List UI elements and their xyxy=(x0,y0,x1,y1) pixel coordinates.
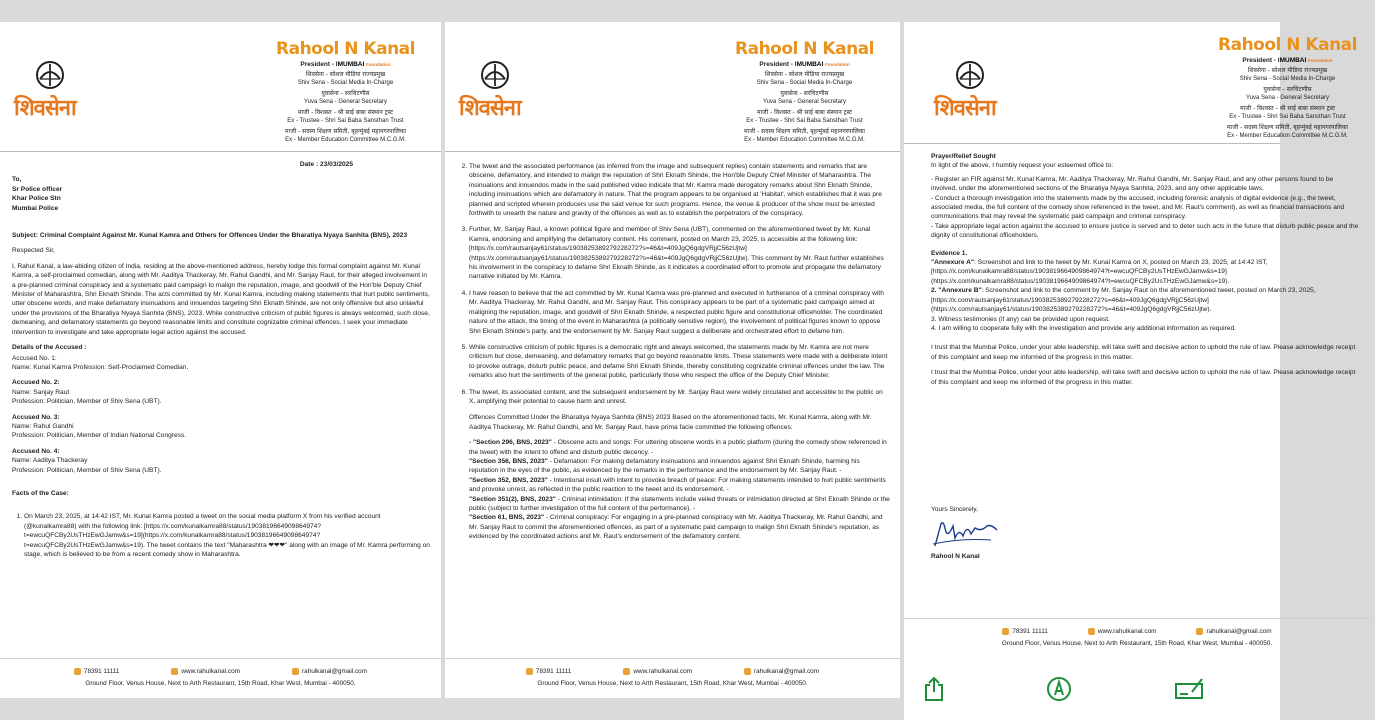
prayer-item: - Register an FIR against Mr. Kunal Kamra, Mr. Aaditya Thackeray, Mr. Rahul Gandhi, Mr. Sanjay Raut, and any other persons found to be involved, under the aforementioned sections of the Bharatiya Nyaya Sanhita, 2023, and any other applicable laws. xyxy=(931,175,1334,193)
letter-page-1 xyxy=(0,22,441,698)
evidence-item: 4. I am willing to cooperate fully with the investigation and provide any additional information as required. xyxy=(931,324,1236,332)
signatory-name: Rahool N Kanal xyxy=(931,553,980,561)
letter-footer: 78391 11111 www.rahulkanal.com rahulkanal@gmail.com Ground Floor, Venus House, Next to Arth Restaurant, 15th Road, Khar West, Mumbai - 400050. xyxy=(445,658,900,698)
brand-block: Rahool N Kanal President - IMUMBAI Foundation शिवसेना - सोशल मीडिया राज्यप्रमुख Shiv Sena - Social Media In-Charge युवासेना - सरचिटणीस Yuva Sena - General Secretary माजी - विश्वस्त - श्री साई बाबा संस्थान ट्रस्ट Ex - Trustee - Shri Sai Baba Sansthan Trust माजी - सदस्य शिक्षण समिती, बृहन्मुंबई महानगरपालिका Ex - Member Education Committee M.C.G.M. xyxy=(717,38,892,146)
letter-body xyxy=(457,162,890,542)
phone-icon xyxy=(74,668,81,675)
evidence-item: "Annexure A": Screenshot and link to the tweet by Mr. Kunal Kamra on X, posted on March 23, 2025, at 14:42 IST, [https://x.com/kunalkamra88/status/1903819664909864974?t=ewcuQFCBy2UsTHzEwGJamw&s=19](https://x.com/kunalkamra88/status/1903819664909864974?t=ewcuQFCBy2UsTHzEwGJamw&s=19). xyxy=(931,259,1268,285)
share-icon[interactable] xyxy=(922,676,946,702)
bow-arrow-icon xyxy=(479,60,511,90)
signature xyxy=(931,518,1001,550)
intro-paragraph: I, Rahul Kanal, a law-abiding citizen of India, residing at the above-mentioned address, hereby lodge this formal complaint against Mr. Kunal Kamra, a self-proclaimed comedian, along with Mr. Aaditya Thackeray, Mr. Rahul Gandhi, and Mr. Sanjay Raut, for their alleged involvement in a pre-planned criminal conspiracy and a systematic paid campaign to malign the reputation, image, and goodwill of the Hon'ble Deputy Chief Minister of Maharashtra, Shri Eknath Shinde. The acts committed by Mr. Kunal Kamra, including making statements that hurt public sentiments, utter obscene words, and make defamatory insinuations and innuendos targeting Shri Eknath Shinde, are not only offensive but also unlawful under the provisions of the Bharatiya Nyaya Sanhita (BNS), 2023. While constructive criticism of public figures is always welcomed, such close, demeaning, and defamatory statements go beyond reasonable limits and constitute cognizable criminal offences. I seek your immediate intervention to investigate and take appropriate legal action against the accused. xyxy=(12,262,430,336)
fact-item: 2. The tweet and the associated performance (as inferred from the image and subsequent replies) contain statements and remarks that are obscene, defamatory, and intended to malign the reputation of Shri Eknath Shinde, the Hon'ble Deputy Chief Minister of Maharashtra. The insinuations and innuendos made in the said published video indicate that Mr. Kamra made derogatory remarks about Shri Eknath Shinde, including insinuations which are defamatory in nature. That the program appears to be organised at 'Habitat', which establishes that it was pre planned and scripted wherein producers use the said venue for such programs. Hence, the venue & producer of the show must be arrested forthwith to unearth the nature and gravity of the offences as well as to establish the perpetrators of the conspiracy. xyxy=(469,162,890,218)
globe-icon xyxy=(623,668,630,675)
letter-body: Prayer/Relief Sought In light of the above, I humbly request your esteemed office to: - Register an FIR against Mr. Kunal Kamra, Mr. Aaditya Thackeray, Mr. Rahul Gandhi, Mr. Sanjay Raut, and any other persons found to be involved, under the aforementioned sections of the Bharatiya Nyaya Sanhita, 2023, and any other applicable laws. - Conduct a thorough investigation into the statements made by the accused, including forensic analysis of digital evidence (e.g., the tweet, associated media, the full content of the comedy show referenced in the tweet, and Mr. Raut's comment), as well as financial transactions and communications that may reveal the systematic paid campaign and criminal conspiracy. - Take appropriate legal action against the accused to ensure justice is served and to deter such acts in the future that disturb public peace and the dignity of constitutional officeholders. Evidence 1. "Annexure A": Screenshot and link to the tweet by Mr. Kunal Kamra on X, posted on March 23, 2025, at 14:42 IST, [https://x.com/kunalkamra88/status/1903819664909864974?t=ewcuQFCBy2UsTHzEwGJamw&s=19](https://x.com/kunalkamra88/status/1903819664909864974?t=ewcuQFCBy2UsTHzEwGJamw&s=19). 2. "Annexure B": Screenshot and link to the comment by Mr. Sanjay Raut on the aforementioned tweet, posted on March 23, 2025, [https://x.com/rautsanjay61/status/1903825389279228272?s=46&t=409JgQ6gdgVRjjC56zUjtw](https://x.com/rautsanjay61/status/1903825389279228272?s=46&t=409JgQ6gdgVRjjC56zUjtw). 3. Witness testimonies (if any) can be provided upon request. 4. I am willing to cooperate fully with the investigation and provide any additional information as required. I trust that the Mumbai Police, under your able leadership, will take swift and decisive action to uphold the rule of law. Please acknowledge receipt of this complaint and keep me informed of the progress in this matter. I trust that the Mumbai Police, under your able leadership, will take swift and decisive action to uphold the rule of law. Please acknowledge receipt of this complaint and keep me informed of the progress in this matter. Yours Sincerely, Rahool N Kanal xyxy=(931,153,1359,561)
letter-date: Date : 23/03/2025 xyxy=(299,161,353,168)
bow-arrow-icon xyxy=(954,60,986,90)
facts-list xyxy=(12,512,431,559)
shiv-sena-logo xyxy=(459,60,539,122)
brand-block: Rahool N Kanal President - IMUMBAI Foundation शिवसेना - सोशल मीडिया राज्यप्रमुख Shiv Sena - Social Media In-Charge युवासेना - सरचिटणीस Yuva Sena - General Secretary माजी - विश्वस्त - श्री साई बाबा संस्थान ट्रस्ट Ex - Trustee - Shri Sai Baba Sansthan Trust माजी - सदस्य शिक्षण समिती, बृहन्मुंबई महानगरपालिका Ex - Member Education Committee M.C.G.M. xyxy=(1200,34,1375,142)
letterhead xyxy=(0,22,441,152)
fact-item: 5. While constructive criticism of public figures is a democratic right and always welcomed, the statements made by Mr. Kamra are not mere criticism but close, demeaning, and defamatory remarks that go beyond reasonable limits. These statements were made with a deliberate intent to provoke outrage, disturb public peace, and defame Shri Eknath Shinde, thereby constituting cognizable criminal offences under the law. The remarks also hurt the sentiments of the general public, particularly those who respect the office of the Deputy Chief Minister. xyxy=(469,343,890,381)
phone-icon xyxy=(526,668,533,675)
fact-item: 4. I have reason to believe that the act committed by Mr. Kunal Kamra was pre-planned and executed in furtherance of a criminal conspiracy with Mr. Aaditya Thackeray, Mr. Rahul Gandhi, and Mr. Sanjay Raut. This conspiracy appears to be part of a systematic paid campaign aimed at maligning the reputation, image, and goodwill of Shri Eknath Shinde, a respected public figure and constitutional officeholder. The coordinated nature of the attack, the timing of the event in Maharashtra (a politically sensitive region), the involvement of political figures known to oppose Shri Eknath Shinde's party, and the endorsement by Mr. Sanjay Raut suggest a deliberate and orchestrated effort to defame him. xyxy=(469,289,890,336)
letterhead xyxy=(445,22,900,152)
evidence-item: 3. Witness testimonies (if any) can be provided upon request. xyxy=(931,315,1110,323)
brand-name: Rahool N Kanal xyxy=(1218,35,1357,55)
prayer-item: - Conduct a thorough investigation into the statements made by the accused, including forensic analysis of digital evidence (e.g., the tweet, associated media, the full content of the comedy show referenced in the tweet, and Mr. Raut's comment), as well as financial transactions and communications that may reveal the systematic paid campaign and criminal conspiracy. xyxy=(931,194,1345,221)
closing: Yours Sincerely, xyxy=(931,505,978,513)
accused-heading: Details of the Accused : xyxy=(12,344,87,352)
brand-name: Rahool N Kanal xyxy=(276,39,415,59)
facts-list-continued xyxy=(457,162,890,406)
globe-icon xyxy=(171,668,178,675)
letter-page-3 xyxy=(904,22,1359,658)
letter-subject: Subject: Criminal Complaint Against Mr. Kunal Kamra and Others for Offences Under the Bharatiya Nyaya Sanhita (BNS), 2023 xyxy=(12,232,408,240)
fact-item: 6. The tweet, its associated content, and the subsequent endorsement by Mr. Sanjay Raut were widely circulated and accessible to the public on X, amplifying their potential to cause harm and unrest. xyxy=(469,388,890,407)
prayer-heading: Prayer/Relief Sought xyxy=(931,153,996,160)
fact-item: 3. Further, Mr. Sanjay Raut, a known political figure and member of Shiv Sena (UBT), commented on the aforementioned tweet by Mr. Kunal Kamra, endorsing and amplifying the defamatory content. His comment, posted on March 23, 2025, is accessible at the following link: [https://x.com/rautsanjay61/status/1903825389279228272?s=46&t=409JgQ6gdgVRjjC56zUjtw](https://x.com/rautsanjay61/status/1903825389279228272?s=46&t=409JgQ6gdgVRjjC56zUjtw). This comment by Mr. Raut further establishes his involvement in the conspiracy to defame Shri Eknath Shinde, as it indicates a coordinated effort to promote and propagate the defamatory narrative initiated by Mr. Kamra. xyxy=(469,225,890,281)
party-name: शिवसेना xyxy=(14,96,76,121)
facts-heading: Facts of the Case: xyxy=(12,489,69,497)
offence-item: "Section 351(2), BNS, 2023" - Criminal intimidation: If the statements include veiled threats or intimidation directed at Shri Eknath Shinde or the public (subject to further investigation of the full content of the performance). - xyxy=(469,495,890,512)
globe-icon xyxy=(1088,628,1095,635)
prayer-item: - Take appropriate legal action against the accused to ensure justice is served and to deter such acts in the future that disturb public peace and the dignity of constitutional officeholders. xyxy=(931,222,1359,240)
offence-item: "Section 61, BNS, 2023" - Criminal conspiracy: For engaging in a pre-planned conspiracy with Mr. Aaditya Thackeray, Mr. Rahul Gandhi, and Mr. Sanjay Raut to commit the aforementioned offences, as part of a systematic paid campaign to malign Shri Eknath Shinde's reputation, as evidenced by the coordinated actions and Mr. Raut's endorsement of the defamatory content. xyxy=(469,514,883,541)
brand-block: Rahool N Kanal President - IMUMBAI Foundation शिवसेना - सोशल मीडिया राज्यप्रमुख Shiv Sena - Social Media In-Charge युवासेना - सरचिटणीस Yuva Sena - General Secretary माजी - विश्वस्त - श्री साई बाबा संस्थान ट्रस्ट Ex - Trustee - Shri Sai Baba Sansthan Trust माजी - सदस्य शिक्षण समिती, बृहन्मुंबई महानगरपालिका Ex - Member Education Committee M.C.G.M. xyxy=(258,38,433,146)
president-line: President - IMUMBAI Foundation xyxy=(759,61,850,68)
offence-item: - "Section 296, BNS, 2023" - Obscene acts and songs: For uttering obscene words in a public platform (during the comedy show referenced in the tweet) with the intent to offend and disturb public decency. - xyxy=(469,439,887,456)
accused-list: Accused No. 1: Name: Kunal Kamra Profession: Self-Proclaimed Comedian. Accused No. 2: Name: Sanjay Raut Profession: Politician, Member of Shiv Sena (UBT). Accused No. 3: Name: Rahul Gandhi Profession: Politician, Member of Indian National Congress. Accused No. 4: Name: Aaditya Thackeray Profession: Politician, Member of Shiv Sena (UBT). xyxy=(12,354,189,474)
bow-arrow-icon xyxy=(34,60,66,90)
party-name: शिवसेना xyxy=(459,96,521,121)
letterhead xyxy=(904,22,1357,144)
closing-paragraph: I trust that the Mumbai Police, under your able leadership, will take swift and decisive action to uphold the rule of law. Please acknowledge receipt of this complaint and keep me informed of the progress in this matter. xyxy=(931,344,1356,361)
markup-pen-icon[interactable] xyxy=(1046,676,1072,702)
letter-body: Date : 23/03/2025 To, Sr Police officer Khar Police Stn Mumbai Police Subject: Criminal Complaint Against Mr. Kunal Kamra and Others for Offences Under the Bharatiya Nyaya Sanhita (BNS), 2023 Respected Sir, I, Rahul Kanal, a law-abiding citizen of India, residing at the above-mentioned address, hereby lodge this formal complaint against Mr. Kunal Kamra, a self-proclaimed comedian, along with Mr. Aaditya Thackeray, Mr. Rahul Gandhi, and Mr. Sanjay Raut, for their alleged involvement in a pre-planned criminal conspiracy and a systematic paid campaign to malign the reputation, image, and goodwill of the Hon'ble Deputy Chief Minister of Maharashtra, Shri Eknath Shinde. The acts committed by Mr. Kunal Kamra, including making statements that hurt public sentiments, utter obscene words, and make defamatory insinuations and innuendos targeting Shri Eknath Shinde, are not only offensive but also unlawful under the provisions of the Bharatiya Nyaya Sanhita (BNS), 2023. While constructive criticism of public figures is always welcomed, such close, demeaning, and defamatory statements go beyond reasonable limits and constitute cognizable criminal offences. I seek your immediate intervention to investigate and take appropriate legal action against the accused. Details of the Accused : Accused No. 1: Name: Kunal Kamra Profession: Self-Proclaimed Comedian. Accused No. 2: Name: Sanjay Raut Profession: Politician, Member of Shiv Sena (UBT). Accused No. 3: Name: Rahul Gandhi Profession: Politician, Member of Indian National Congress. Accused No. 4: Name: Aaditya Thackeray Profession: Politician, Member of Shiv Sena (UBT). Facts of the Case: 1. On March 23, 2025, at 14:42 IST, Mr. Kunal Kamra posted a tweet on the social media platform X from his verified account (@kunalkamra88) with the following link: [https://x.com/kunalkamra88/status/1903819664909864974?t=ewcuQFCBy2UsTHzEwGJamw&s=19](https://x.com/kunalkamra88/status/1903819664909864974?t=ewcuQFCBy2UsTHzEwGJamw&s=19). The tweet contains the text "Maharashtra ❤❤❤" along with an image of Mr. Kamra performing on stage, which is believed to be from a recent comedy show in Maharashtra. xyxy=(12,158,431,566)
signature-edit-icon[interactable] xyxy=(1174,676,1206,702)
president-line: President - IMUMBAI Foundation xyxy=(300,61,391,68)
offence-item: "Section 352, BNS, 2023" - Intentional insult with intent to provoke breach of peace: For making statements intended to hurt public sentiments and provoke unrest, as reflected in the public reaction to the tweet and its endorsement. - xyxy=(469,476,886,494)
mail-icon xyxy=(1196,628,1203,635)
offences-list xyxy=(457,438,890,541)
president-line: President - IMUMBAI Foundation xyxy=(1242,57,1333,64)
brand-name: Rahool N Kanal xyxy=(735,39,874,59)
viewer-toolbar xyxy=(904,658,1280,720)
letter-footer: 78391 11111 www.rahulkanal.com rahulkanal@gmail.com Ground Floor, Venus House, Next to Arth Restaurant, 15th Road, Khar West, Mumbai - 400050. xyxy=(0,658,441,698)
mail-icon xyxy=(744,668,751,675)
offence-item: "Section 356, BNS, 2023" - Defamation: For making defamatory insinuations and innuendos against Shri Eknath Shinde, harming his reputation in the eyes of the public, as evidenced by the remarks in the performance and the endorsement by Mr. Sanjay Raut. - xyxy=(469,457,860,475)
fact-item: 1. On March 23, 2025, at 14:42 IST, Mr. Kunal Kamra posted a tweet on the social media platform X from his verified account (@kunalkamra88) with the following link: [https://x.com/kunalkamra88/status/1903819664909864974?t=ewcuQFCBy2UsTHzEwGJamw&s=19](https://x.com/kunalkamra88/status/1903819664909864974?t=ewcuQFCBy2UsTHzEwGJamw&s=19). The tweet contains the text "Maharashtra ❤❤❤" along with an image of Mr. Kamra performing on stage, which is believed to be from a recent comedy show in Maharashtra. xyxy=(24,512,431,559)
mail-icon xyxy=(292,668,299,675)
phone-icon xyxy=(1002,628,1009,635)
evidence-heading: Evidence 1. xyxy=(931,249,968,257)
letter-footer: 78391 11111 www.rahulkanal.com rahulkanal@gmail.com Ground Floor, Venus House, Next to Arth Restaurant, 15th Road, Khar West, Mumbai - 400050. xyxy=(904,618,1370,658)
offences-intro: Offences Committed Under the Bharatiya Nyaya Sanhita (BNS) 2023 Based on the aforementioned facts, Mr. Kunal Kamra, along with Mr. Aaditya Thackeray, Mr. Rahul Gandhi, and Mr. Sanjay Raut, have prima facie committed the following offences: xyxy=(469,414,872,431)
evidence-item: 2. "Annexure B": Screenshot and link to the comment by Mr. Sanjay Raut on the aforementioned tweet, posted on March 23, 2025, [https://x.com/rautsanjay61/status/1903825389279228272?s=46&t=409JgQ6gdgVRjjC56zUjtw](https://x.com/rautsanjay61/status/1903825389279228272?s=46&t=409JgQ6gdgVRjjC56zUjtw). xyxy=(931,287,1316,314)
shiv-sena-logo xyxy=(14,60,94,122)
salutation: Respected Sir, xyxy=(12,247,55,255)
shiv-sena-logo xyxy=(934,60,1014,122)
party-name: शिवसेना xyxy=(934,96,996,121)
closing-paragraph: I trust that the Mumbai Police, under your able leadership, will take swift and decisive action to uphold the rule of law. Please acknowledge receipt of this complaint and keep me informed of the progress in this matter. xyxy=(931,369,1356,386)
letter-page-2 xyxy=(445,22,900,698)
